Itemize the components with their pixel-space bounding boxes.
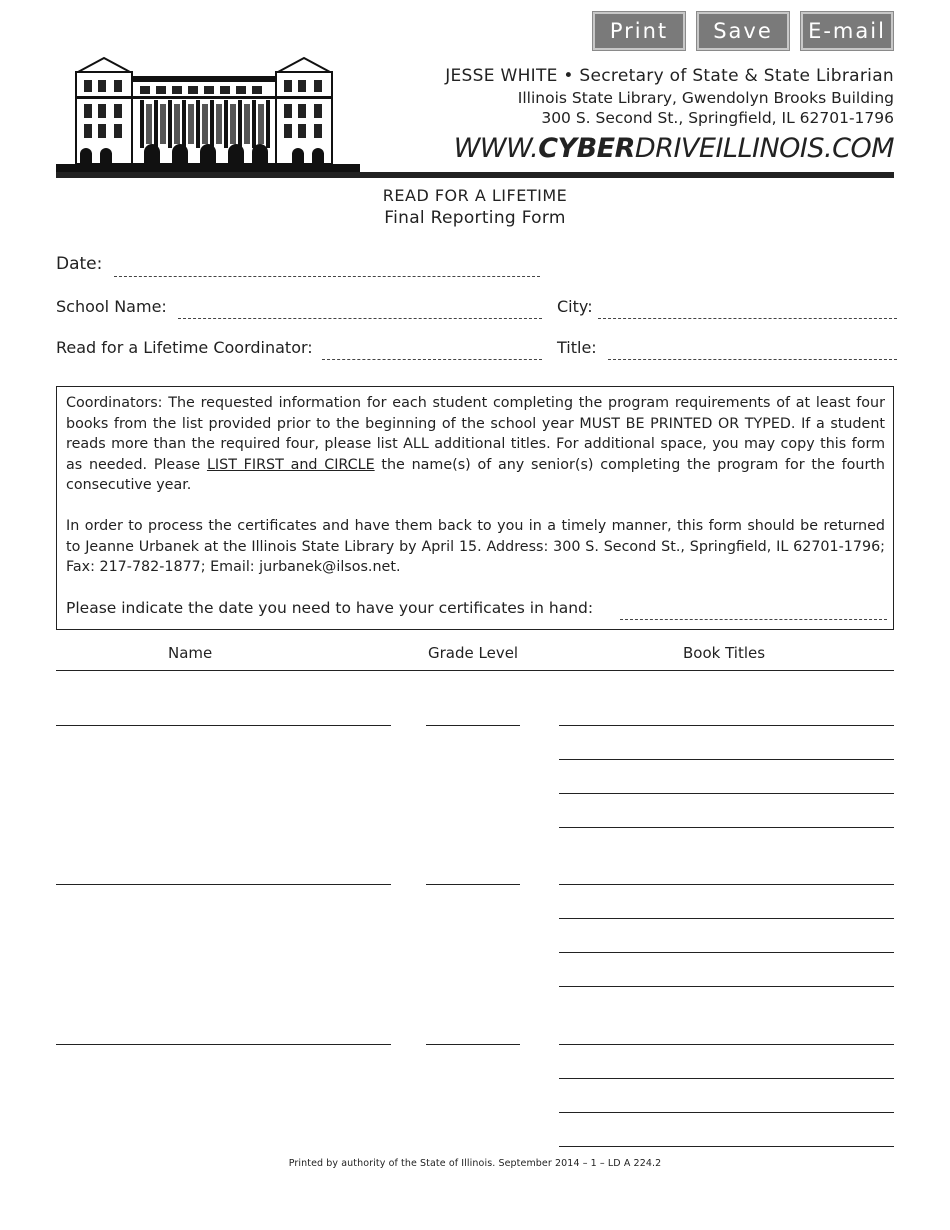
grade-level-field[interactable] [426,1017,524,1045]
column-header-name: Name [168,644,213,662]
instructions-box [56,386,894,630]
header-rule [56,172,894,178]
column-header-grade: Grade Level [428,644,519,662]
instructions-p1-end: the name(s) of any senior(s) completing the program for the fourth consecutive year. [66,456,885,494]
grade-level-field[interactable] [426,857,524,885]
page-subtitle: Final Reporting Form [384,208,566,228]
coordinator-field[interactable] [322,333,542,360]
save-button[interactable]: Save [697,12,789,50]
website-bold: CYBER [538,133,635,164]
book-title-field[interactable] [559,925,898,953]
coordinator-label: Read for a Lifetime Coordinator: [56,338,313,357]
list-first-circle-emphasis: LIST FIRST and CIRCLE [206,456,375,473]
book-title-field[interactable] [559,1085,898,1113]
book-title-field[interactable] [559,766,898,794]
book-title-field[interactable] [559,1017,898,1045]
city-field[interactable] [598,292,897,319]
book-title-field[interactable] [559,698,898,726]
instructions-paragraph-1 [66,393,885,496]
school-name-field[interactable] [178,292,542,319]
book-title-field[interactable] [559,857,898,885]
website-prefix: WWW. [453,133,539,164]
footer-note: Printed by authority of the State of Illinois. September 2014 – 1 – LD A 224.2 [288,1158,662,1169]
page-title: READ FOR A LIFETIME [382,186,568,205]
book-title-field[interactable] [559,800,898,828]
header-library: Illinois State Library, Gwendolyn Brooks Building [517,89,894,107]
title-label: Title: [557,338,597,357]
header-website[interactable] [454,133,894,164]
book-title-field[interactable] [559,959,898,987]
student-name-field[interactable] [56,1017,395,1045]
column-header-books: Book Titles [683,644,766,662]
header-address: 300 S. Second St., Springfield, IL 62701-1796 [541,109,894,127]
table-header-rule [56,670,894,671]
certificate-date-field[interactable] [620,593,887,620]
student-name-field[interactable] [56,698,395,726]
title-field[interactable] [608,333,897,360]
email-button[interactable]: E-mail [801,12,893,50]
header-official: JESSE WHITE • Secretary of State & State Librarian [445,66,894,86]
print-button[interactable]: Print [593,12,685,50]
city-label: City: [557,297,593,316]
website-suffix: DRIVEILLINOIS.COM [634,133,894,164]
student-name-field[interactable] [56,857,395,885]
certificate-date-label: Please indicate the date you need to have your certificates in hand: [66,599,594,617]
date-label: Date: [56,254,103,274]
book-title-field[interactable] [559,1051,898,1079]
school-name-label: School Name: [56,297,167,316]
book-title-field[interactable] [559,1119,898,1147]
library-building-icon [56,52,360,178]
grade-level-field[interactable] [426,698,524,726]
instructions-paragraph-2: In order to process the certificates and have them back to you in a timely manner, this form should be returned to Jeanne Urbanek at the Illinois State Library by April 15. Address: 300 S. Second St., Springfield, IL 62701-1796; Fax: 217-782-1877; Email: jurbanek@ilsos.net. [66,518,885,576]
book-title-field[interactable] [559,732,898,760]
date-field[interactable] [114,250,540,277]
book-title-field[interactable] [559,891,898,919]
instructions-p1-text: Coordinators: The requested information for each student completing the program requirements of at least four books from the list provided prior to the beginning of the school year MUST BE PRINTED OR TYPED. If a student reads more than the required four, please list ALL additional titles. For additional space, you may copy this form as needed. Please [66,395,885,473]
